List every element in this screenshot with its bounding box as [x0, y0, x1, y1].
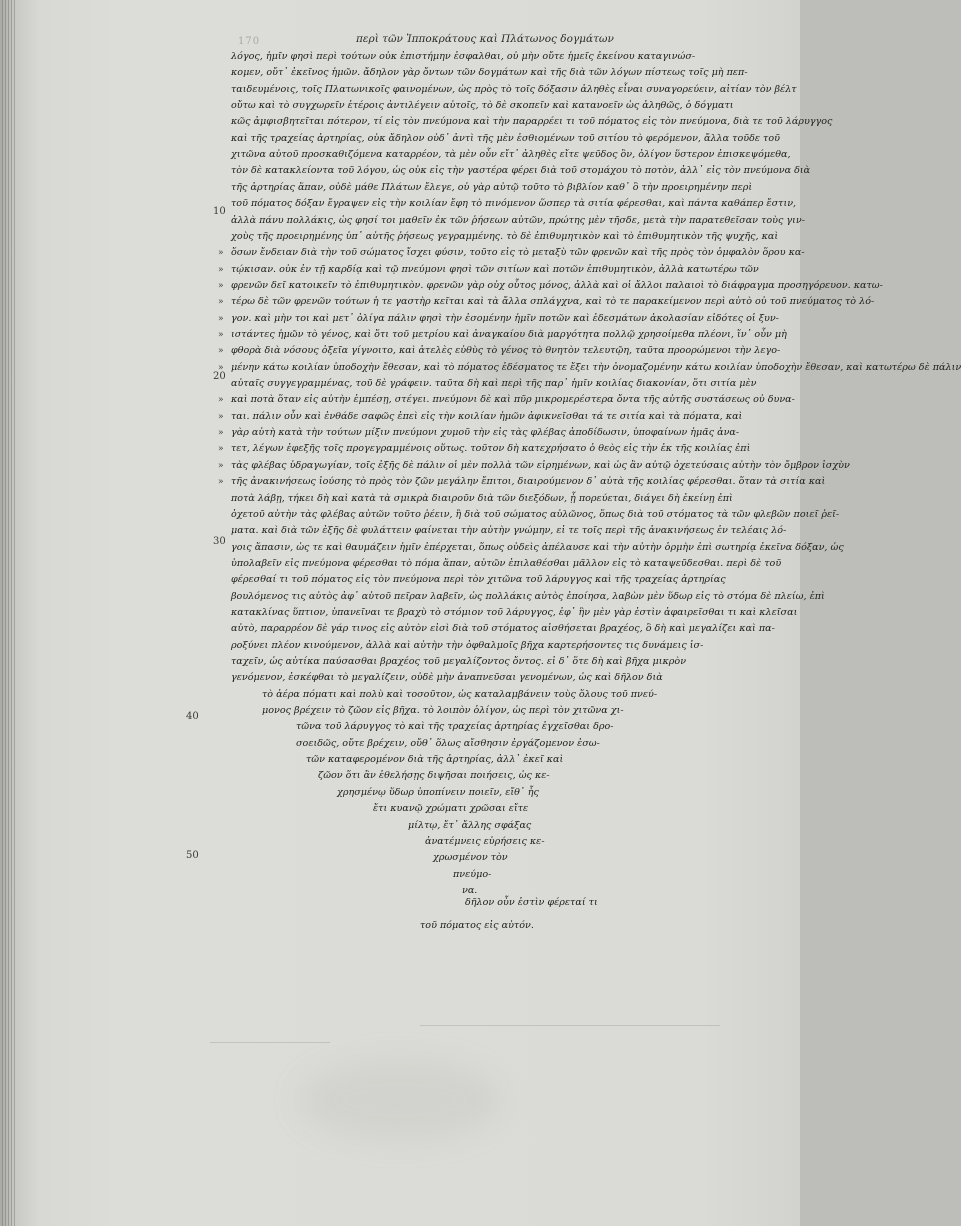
- text-line: ἀνατέμνεις εὑρήσεις κε-: [425, 835, 545, 847]
- text-line: χρωσμένον τὸν: [433, 852, 508, 864]
- line-number: 10: [213, 206, 226, 217]
- text-line: τῆς ἀνακινήσεως ἰούσης τὸ πρὸς τὸν ζῶν μεγάλην ἔπιτοι, διαιρούμενον δ᾽ αὐτὰ τῆς κοιλίας φέρεσθαι. ὅταν τὰ σιτία καὶ: [231, 476, 826, 488]
- text-line: γοις ἅπασιν, ὡς τε καὶ θαυμάζειν ἡμῖν ἐπέρχεται, ὅπως οὐδεὶς ἀπέλαυσε καὶ τὴν αὐτὴν ὁρμὴν ἐπὶ σωτηρίᾳ ἐκεῖνα δόξαν, ὡς: [231, 541, 844, 553]
- text-line: δῆλον οὖν ἐστὶν φέρεταί τι: [465, 897, 598, 909]
- quotation-mark: »: [218, 248, 224, 259]
- text-line: μένην κάτω κοιλίαν ὑποδοχὴν ἔθεσαν, καὶ τὸ πόματος ἐδέσματος τε ἔξει τὴν ὀνομαζομένην κάτω κοιλίαν ὑποδοχὴν ἔθεσαν, καὶ κατωτέρω δὲ πάλιν: [231, 361, 961, 373]
- text-line: κῶς ἀμφισβητεῖται πότερον, τί εἰς τὸν πνεύμονα καὶ τὴν παραρρέει τι τοῦ πόματος εἰς τὸν πνεύμονα, διὰ τε τοῦ λάρυγγος: [231, 116, 833, 128]
- text-line: να.: [462, 884, 478, 896]
- running-head: περὶ τῶν Ἱπποκράτους καὶ Πλάτωνος δογμάτων: [356, 33, 614, 45]
- quotation-mark: »: [218, 460, 224, 471]
- text-line: γον. καὶ μὴν τοι καὶ μετ᾽ ὀλίγα πάλιν φησὶ τὴν ἐσομένην ἡμῖν ποτῶν καὶ ἐδεσμάτων ἀκολασίαν εἰδότες οἱ ξυν-: [231, 312, 779, 324]
- text-line: ματα. καὶ διὰ τῶν ἐξῆς δὲ φυλάττειν φαίνεται τὴν αὐτὴν γνώμην, εἰ τε τοῖς περὶ τῆς ἀνακινήσεως ἐν τελέαις λό-: [231, 525, 787, 537]
- text-line: μονος βρέχειν τὸ ζῶον εἰς βῆχα. τὸ λοιπὸν ὁλίγον, ὡς περὶ τὸν χιτῶνα χι-: [262, 705, 624, 716]
- text-line: αὐτὸ, παραρρέον δὲ γάρ τινος εἰς αὐτὸν εἰσὶ διὰ τοῦ στόματος αἰσθήσεται βραχέος, ὃ δὴ καὶ μεγαλίζει καὶ πα-: [231, 623, 775, 635]
- text-line: τέρω δὲ τῶν φρενῶν τούτων ἡ τε γαστὴρ κεῖται καὶ τὰ ἄλλα σπλάγχνα, καὶ τὸ τε παρακείμενον περὶ αὐτὸ οὐ τοῦ πνεύματος τὸ λό-: [231, 296, 875, 308]
- line-number: 30: [213, 536, 226, 547]
- quotation-mark: »: [218, 264, 224, 275]
- text-line: τοῦ πόματος δόξαν ἔγραψεν εἰς τὴν κοιλίαν ἔφη τὸ πινόμενον ὥσπερ τὰ σιτία φέρεσθαι, καὶ πάντα καθάπερ ἔστιν,: [231, 198, 797, 210]
- text-line: ται. πάλιν οὖν καὶ ἐνθάδε σαφῶς ἐπεὶ εἰς τὴν κοιλίαν ἡμῶν ἀφικνεῖσθαι τά τε σιτία καὶ τὰ πόματα, καὶ: [231, 410, 743, 422]
- text-line: βουλόμενος τις αὐτὸς ἀφ᾽ αὑτοῦ πεῖραν λαβεῖν, ὡς πολλάκις αὐτὸς ἐποίησα, λαβὼν μὲν ὕδωρ εἰς τὸ στόμα δὲ πλείω, ἐπὶ: [231, 590, 825, 602]
- text-line: καὶ τῆς τραχείας ἀρτηρίας, οὐκ ἄδηλον οὐδ᾽ ἀντὶ τῆς μὲν ἐσθιομένων τοῦ σιτίου τὸ φερόμενον, ἄλλα τοῦδε τοῦ: [231, 132, 780, 144]
- text-line: φρενῶν δεῖ κατοικεῖν τὸ ἐπιθυμητικὸν. φρενῶν γὰρ οὐχ οὗτος μόνος, ἀλλὰ καὶ οἱ ἄλλοι παλαιοὶ τὸ διάφραγμα προσηγόρευον. κατω-: [231, 279, 883, 291]
- quotation-mark: »: [218, 411, 224, 422]
- text-line: ἔτι κυανῷ χρώματι χρῶσαι εἴτε: [373, 803, 529, 815]
- text-line: φθορὰ διὰ νόσους ὀξεῖα γίγνοιτο, καὶ ἀτελὲς εὐθὺς τὸ γένος τὸ θνητὸν τελευτῷη, ταῦτα προορώμενοι τὴν λεγο-: [231, 345, 781, 357]
- text-line: ροξύνει πλέον κινούμενον, ἀλλὰ καὶ αὐτὴν τὴν ὀφθαλμοῖς βῆχα καρτερήσοντες τις δυνάμεις ἰσ-: [231, 639, 704, 651]
- text-line: ζῶον ὅτι ἂν ἐθελήσῃς διψῆσαι ποιήσεις, ὡς κε-: [318, 770, 550, 782]
- quotation-mark: »: [218, 330, 224, 340]
- text-line: ιστάντες ἡμῶν τὸ γένος, καὶ ὅτι τοῦ μετρίου καὶ ἀναγκαίου διὰ μαργότητα πολλῷ χρησοίμεθα πλέονι, ἵν᾽ οὖν μὴ: [231, 329, 787, 340]
- text-line: σοειδῶς, οὔτε βρέχειν, οὔθ᾽ ὅλως αἴσθησιν ἐργάζομενον ἐσω-: [296, 737, 600, 749]
- quotation-mark: »: [218, 280, 224, 291]
- text-line: χοὺς τῆς προειρημένης ὑπ᾽ αὐτῆς ῥήσεως γεγραμμένης. τὸ δὲ ἐπιθυμητικὸν καὶ τὸ ἐπιθυμητικὸν τῆς ψυχῆς, καὶ: [231, 230, 779, 242]
- text-line: τοῦ πόματος εἰς αὐτόν.: [420, 919, 534, 931]
- text-line: τῴκισαν. οὐκ ἐν τῇ καρδίᾳ καὶ τῷ πνεύμονι φησὶ τῶν σιτίων καὶ ποτῶν ἐπιθυμητικὸν, ἀλλὰ κατωτέρω τῶν: [231, 263, 759, 275]
- text-line: μίλτῳ, ἔτ᾽ ἄλλης σφάξας: [408, 819, 532, 831]
- text-line: τετ, λέγων ἐφεξῆς τοῖς προγεγραμμένοις οὕτως. τοῦτον δὴ κατεχρήσατο ὁ θεὸς εἰς τὴν ἐκ τῆς κοιλίας ἐπὶ: [231, 443, 751, 455]
- text-line: ὀχετοῦ αὐτὴν τὰς φλέβας αὐτῶν τοῦτο ῥέειν, ἢ διὰ τοῦ σώματος αὐλῶνος, ὅπως διὰ τοῦ στόματος τὰ τῶν φλεβῶν ποιεῖ ῥεῖ-: [231, 508, 840, 520]
- quotation-mark: »: [218, 346, 224, 357]
- quotation-mark: »: [218, 477, 224, 488]
- text-line: ὑπολαβεῖν εἰς πνεύμονα φέρεσθαι τὸ πόμα ἅπαν, αὐτῶν ἐπιλαθέσθαι μᾶλλον εἰς τὸ καταψεῦδεσθαι. περὶ δὲ τοῦ: [231, 557, 782, 569]
- text-line: φέρεσθαί τι τοῦ πόματος εἰς τὸν πνεύμονα περὶ τὸν χιτῶνα τοῦ λάρυγγος καὶ τῆς τραχείας ἀρτηρίας: [231, 574, 726, 586]
- text-line: ταχεῖν, ὡς αὐτίκα παύσασθαι βραχέος τοῦ μεγαλίζοντος ὄντος. εἰ δ᾽ ὅτε δὴ καὶ βῆχα μικρὸν: [231, 656, 687, 667]
- text-line: τὰς φλέβας ὑδραγωγίαν, τοῖς ἐξῆς δὲ πάλιν οἱ μὲν πολλὰ τῶν εἰρημένων, καὶ ὡς ἂν αὐτῷ ὀχετεύσαις αὐτὴν τὸν ὄμβρον ἰσχὺν: [231, 459, 850, 471]
- text-line: ποτὰ λάβῃ, τήκει δὴ καὶ κατὰ τὰ σμικρὰ διαιροῦν διὰ τῶν διεξόδων, ᾗ πορεύεται, διάγει δὴ ἐκείνῃ ἐπὶ: [231, 492, 733, 504]
- line-number: 50: [186, 850, 199, 861]
- text-line: πνεύμο-: [453, 868, 492, 880]
- text-line: χιτῶνα αὐτοῦ προσκαθιζόμενα καταρρέον, τὰ μὲν οὖν εἴτ᾽ ἀληθὲς εἴτε ψεῦδος ὂν, ὀλίγον ὕστερον ἐπισκεψόμεθα,: [231, 149, 791, 161]
- text-line: ταιδευμένοις, τοῖς Πλατωνικοῖς φαινομένων, ὡς πρὸς τὸ τοῖς δόξασιν ἀληθὲς εἶναι συναγορεύειν, αἰτίαν τὸν βέλτ: [231, 83, 797, 95]
- quotation-mark: »: [218, 428, 224, 439]
- text-line: κομεν, οὔτ᾽ ἐκεῖνος ἡμῶν. ἄδηλον γὰρ ὄντων τῶν δογμάτων καὶ τῆς διὰ τῶν λόγων πίστεως τοῖς μὴ πεπ-: [231, 67, 748, 79]
- text-line: τῶνα τοῦ λάρυγγος τὸ καὶ τῆς τραχείας ἀρτηρίας ἐγχεῖσθαι δρο-: [296, 721, 614, 733]
- text-line: τῆς ἀρτηρίας ἅπαν, οὐδὲ μάθε Πλάτων ἔλεγε, οὐ γὰρ αὐτῷ τοῦτο τὸ βιβλίον καθ᾽ ὃ τὴν προειρημένην περὶ: [231, 181, 753, 193]
- text-line: λόγος, ἡμῖν φησὶ περὶ τούτων οὐκ ἐπιστήμην ἐσφαλθαι, οὐ μὴν οὔτε ἡμεῖς ἐκείνου καταγινώσ-: [231, 51, 696, 62]
- quotation-mark: »: [218, 297, 224, 308]
- text-line: γὰρ αὐτὴ κατὰ τὴν τούτων μίξιν πνεύμονι χυμοῦ τὴν εἰς τὰς φλέβας ἀποδίδωσιν, ὑποφαίνων ἡμᾶς ἀνα-: [231, 427, 740, 439]
- text-line: γενόμενον, ἐσκέφθαι τὸ μεγαλίζειν, οὐδὲ μὴν ἀναπνεῦσαι γενομένων, ὡς καὶ δῆλον διὰ: [231, 672, 663, 684]
- text-line: κατακλίνας ὕπτιον, ὑπανεῖναι τε βραχὺ τὸ στόμιον τοῦ λάρυγγος, ἐφ᾽ ἣν μὲν γὰρ ἐστὶν ἀφαιρεῖσθαι τι καὶ κλεῖσαι: [231, 606, 798, 618]
- text-line: οὔτω καὶ τὸ συγχωρεῖν ἑτέροις ἀντιλέγειν αὐτοῖς, τὸ δὲ σκοπεῖν καὶ κατανοεῖν ὡς ἀληθῶς, ὁ δόγματι: [231, 100, 734, 111]
- page-number: 170: [238, 36, 261, 47]
- text-line: ὅσων ἔνδειαν διὰ τὴν τοῦ σώματος ἴσχει φύσιν, τοῦτο εἰς τὸ μεταξὺ τῶν φρενῶν καὶ τῆς πρὸς τὸν ὀμφαλὸν ὅρου κα-: [231, 247, 805, 259]
- text-line: καὶ ποτὰ ὅταν εἰς αὐτὴν ἐμπέσῃ, στέγει. πνεύμονι δὲ καὶ πῦρ μικρομερέστερα ὄντα τῆς αὐτῆς συστάσεως οὐ δυνα-: [231, 394, 795, 406]
- line-number: 40: [186, 711, 199, 722]
- text-line: αὐταῖς συγγεγραμμένας, τοῦ δὲ γράφειν. ταῦτα δὴ καὶ περὶ τῆς παρ᾽ ἡμῖν κοιλίας διακονίαν, ὅτι σιτία μὲν: [231, 378, 757, 389]
- quotation-mark: »: [218, 362, 224, 373]
- quotation-mark: »: [218, 395, 224, 406]
- text-line: τὸν δὲ κατακλείοντα τοῦ λόγου, ὡς οὐκ εἰς τὴν γαστέρα φέρει διὰ τοῦ στομάχου τὸ ποτὸν, ἀλλ᾽ εἰς τὸν πνεύμονα διὰ: [231, 165, 811, 177]
- line-number: 20: [213, 371, 226, 382]
- text-line: τῶν καταφερομένον διὰ τῆς ἀρτηρίας, ἀλλ᾽ ἐκεῖ καὶ: [306, 754, 564, 766]
- quotation-mark: »: [218, 313, 224, 324]
- quotation-mark: »: [218, 444, 224, 455]
- text-line: ἀλλὰ πάνυ πολλάκις, ὡς φησί τοι μαθεῖν ἐκ τῶν ῥήσεων αὐτῶν, πρώτης μὲν τῆσδε, μετὰ τὴν παρατεθεῖσαν τοὺς γιν-: [231, 214, 805, 226]
- text-line: τὸ ἀέρα πόματι καὶ πολὺ καὶ τοσοῦτον, ὡς καταλαμβάνειν τοὺς ὅλους τοῦ πνεύ-: [262, 688, 658, 700]
- text-line: χρησμένῳ ὕδωρ ὑποπίνειν ποιεῖν, εἴθ᾽ ἧς: [337, 786, 539, 798]
